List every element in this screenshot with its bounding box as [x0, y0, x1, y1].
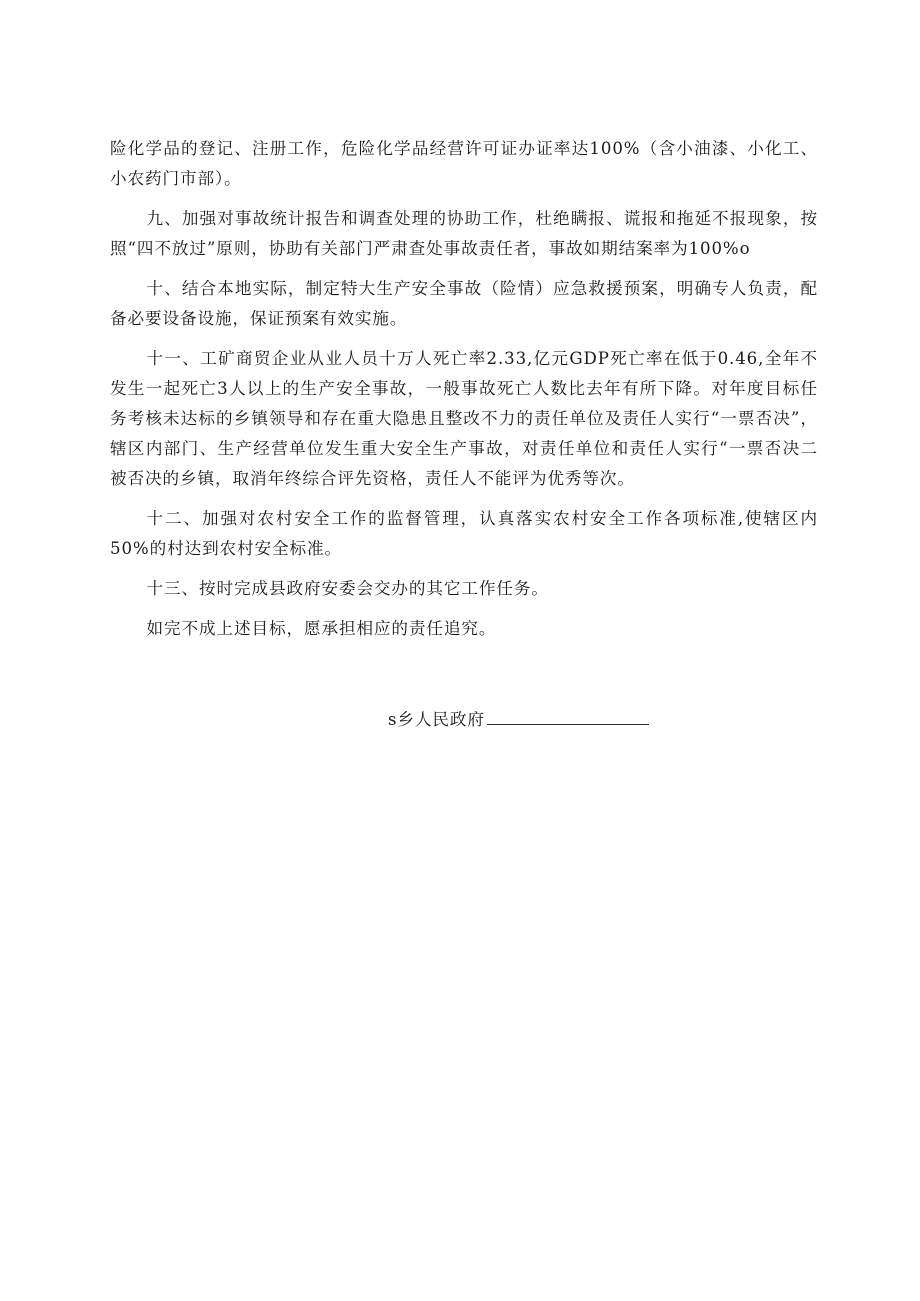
paragraph-commitment: 如完不成上述目标，愿承担相应的责任追究。: [146, 619, 497, 638]
paragraph-item-11: 十一、工矿商贸企业从业人员十万人死亡率2.33,亿元GDP死亡率在低于0.46,全年不发生一起死亡3人以上的生产安全事故，一般事故死亡人数比去年有所下降。对年度目标任务考核未达标的乡镇领导和存在重大隐患且整改不力的责任单位及责任人实行“一票否决”，辖区内部门、生产经营单位发生重大安全生产事故，对责任单位和责任人实行“一票否决二被否决的乡镇，取消年终综合评先资格，责任人不能评为优秀等次。: [110, 349, 818, 488]
signature-line: [487, 704, 649, 725]
paragraph-item-9: 九、加强对事故统计报告和调查处理的协助工作，杜绝瞒报、谎报和拖延不报现象，按照“四不放过”原则，协助有关部门严肃查处事故责任者，事故如期结案率为100%o: [110, 209, 818, 258]
signature-block: [388, 704, 649, 735]
document-body: [110, 134, 818, 654]
paragraph-item-10: 十、结合本地实际，制定特大生产安全事故（险情）应急救援预案，明确专人负责，配备必要设备设施，保证预案有效实施。: [110, 279, 818, 328]
paragraph-item-13: 十三、按时完成县政府安委会交办的其它工作任务。: [146, 579, 549, 598]
paragraph-continuation: 险化学品的登记、注册工作，危险化学品经营许可证办证率达100%（含小油漆、小化工、小农药门市部）。: [110, 139, 818, 188]
signature-label: s乡人民政府: [388, 710, 485, 729]
paragraph-item-12: 十二、加强对农村安全工作的监督管理，认真落实农村安全工作各项标准,使辖区内50%的村达到农村安全标准。: [110, 509, 818, 558]
